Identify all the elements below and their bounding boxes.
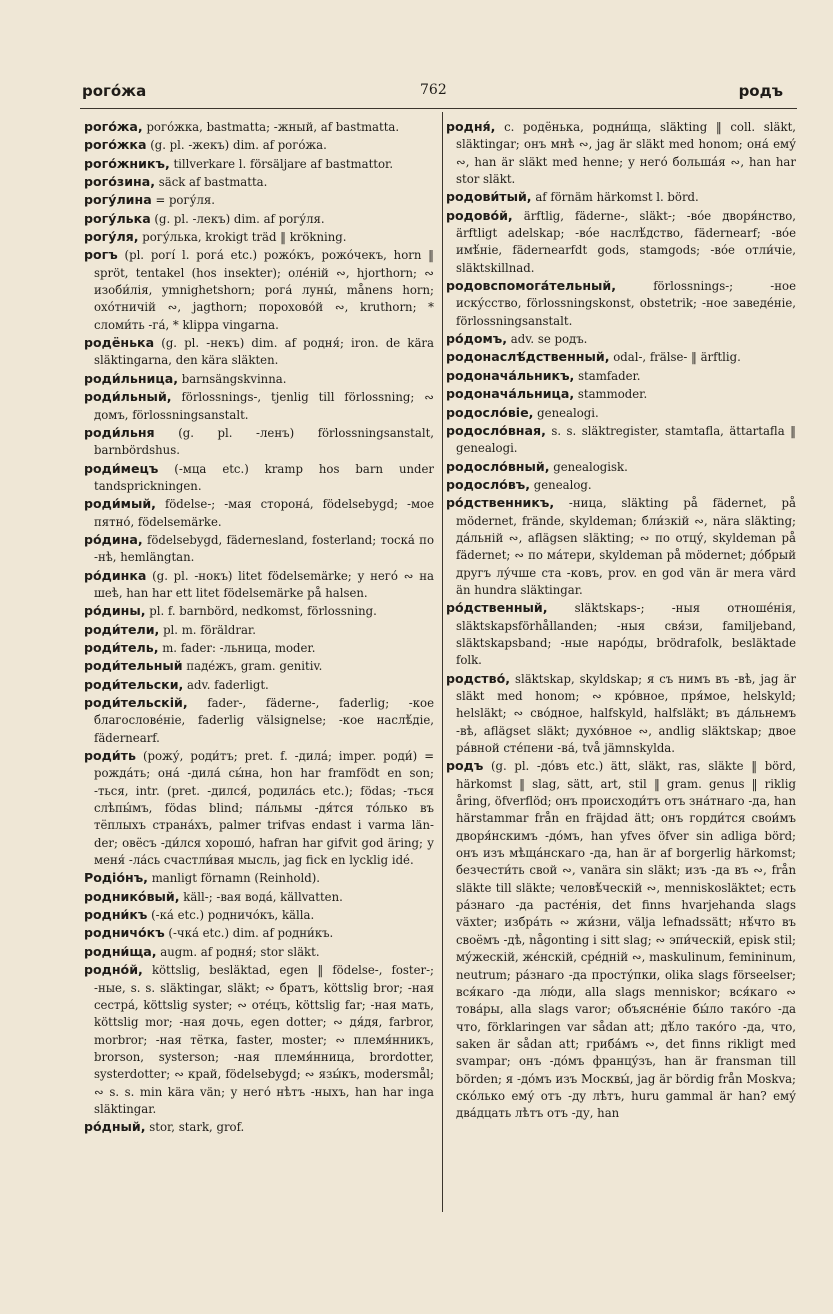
entry-definition: augm. af родня́; stor släkt. xyxy=(160,944,320,959)
entry-headword: родосло́вный, xyxy=(446,458,550,474)
dictionary-entry xyxy=(84,136,434,154)
left-running-headword: рого́жа xyxy=(82,82,147,100)
dictionary-entry xyxy=(446,599,796,669)
entry-definition: (g. pl. -жекъ) dim. af рого́жа. xyxy=(150,138,327,153)
dictionary-entry xyxy=(84,961,434,1118)
entry-headword: ро́дины, xyxy=(84,603,146,619)
entry-headword: роди́мый, xyxy=(84,496,156,512)
entry-headword: родови́тый, xyxy=(446,189,532,205)
dictionary-entry xyxy=(446,348,796,366)
entry-definition: ärftlig, fäderne-, släkt-; -во́е дворя́нство, ärftligt adelskap; -во́е наслѣ́дство, fädernearf; -во́е имѣ́ніе, fädernearfdt gods, stamgods; -во́е отли́чіе, släktskillnad. xyxy=(456,208,796,275)
entry-headword: роди́тельный xyxy=(84,658,183,674)
entry-definition: (g. pl. -до́въ etc.) ätt, släkt, ras, släkte ‖ börd, härkomst ‖ slag, sätt, art, stil ‖ gram. genus ‖ riklig åring, öfverflöd; онъ происходи́тъ отъ зна́тнаго -да, han härstammar från en fräjdad ätt; онъ горди́тся свои́мъ дворя́нскимъ -до́мъ, han yfves öfver sin adliga börd; онъ изъ мѣща́нскаго -да, han är af borgerlig härkomst; безчести́ть свой ∾, vanära sin släkt; изъ -да въ ∾, från släkte till släkte; человѣ́ческій ∾, menniskosläktet; есть ра́знаго -да расте́нія, det finns hvarjehanda slags växter; избра́ть ∾ жи́зни, välja lefnadssätt; нѣ́что въ своёмъ -дѣ, någonting i sitt slag; ∾ эпи́ческій, episk stil; му́жескій, же́нскій, сре́дній ∾, maskulinum, femininum, neutrum; ра́знаго -да просту́пки, olika slags förseelser; вся́каго -да лю́ди, alla slags menniskor; вся́каго ∾ това́ры, alla slags varor; объясне́ніе бы́ло тако́го -да что, förklaringen var sådan att; дѣ́ло тако́го -да, что, saken är sådan att; гриба́мъ ∾, det finns rikligt med svampar; онъ -до́мъ францу́зъ, han är fransman till börden; я -до́мъ изъ Москвы́, jag är bördig från Moskva; ско́лько ему́ отъ -ду лѣтъ, huru gammal är han? ему́ два́дцать лѣтъ отъ -ду, han xyxy=(456,759,796,1121)
dictionary-entry xyxy=(84,1118,434,1136)
dictionary-entry xyxy=(84,621,434,639)
entry-headword: роди́тельскій, xyxy=(84,695,188,710)
dictionary-entry xyxy=(446,757,796,1122)
dictionary-entry xyxy=(84,888,434,906)
entry-definition: c. родёнька, родни́ща, släkting ‖ coll. släkt, släktingar; онъ мнѣ ∾, jag är släkt med honom; она́ ему́ ∾, han är släkt med henne; у него́ больша́я ∾, han har stor släkt. xyxy=(456,120,796,187)
dictionary-entry xyxy=(446,330,796,348)
entry-definition: odal-, frälse- ‖ ärftlig. xyxy=(613,350,741,365)
entry-definition: = рогу́ля. xyxy=(155,193,215,208)
dictionary-entry xyxy=(84,639,434,657)
dictionary-entry xyxy=(446,118,796,188)
entry-definition: (рожу́, роди́тъ; pret. f. -дила́; imper. роди́) = рожда́ть; она́ -дила́ сы́на, hon har framfödt en son; -ться, intr. (pret. -дился́, родила́сь etc.); födas; -ться слѣпы́мъ, födas blind; па́льмы -дя́тся то́лько въ тёплыхъ страна́хъ, palmer trifvas endast i varma länder; овёсъ -ди́лся хорошо́, hafran har gifvit god äring; у меня́ -ла́сь счастли́вая мысль, jag fick en lycklig idé. xyxy=(94,749,435,868)
entry-headword: роди́мецъ xyxy=(84,460,159,476)
entry-definition: (g. pl. -нокъ) litet födelsemärke; у него́ ∾ на шеѣ, han har ett litet födelsemärke på halsen. xyxy=(94,568,434,600)
dictionary-entry xyxy=(84,334,434,370)
entry-headword: ро́дина, xyxy=(84,531,143,547)
right-running-headword: родъ xyxy=(738,82,783,100)
dictionary-entry xyxy=(446,458,796,476)
entry-definition: m. fader: -льница, moder. xyxy=(162,640,316,655)
dictionary-entry xyxy=(446,367,796,385)
entry-definition: stor, stark, grof. xyxy=(149,1120,245,1135)
entry-definition: födelsebygd, fädernesland, fosterland; тоска́ по -нѣ, hemlängtan. xyxy=(94,532,435,565)
entry-headword: родёнька xyxy=(84,335,155,351)
entry-definition: (-ка́ etc.) родничо́къ, källa. xyxy=(151,908,315,923)
dictionary-entry xyxy=(84,460,434,496)
entry-definition: af förnäm härkomst l. börd. xyxy=(535,190,699,205)
dictionary-entry xyxy=(84,531,434,567)
entry-definition: barnsängskvinna. xyxy=(181,371,287,386)
dictionary-entry xyxy=(84,173,434,191)
dictionary-entry xyxy=(446,207,796,277)
entry-headword: рого́жа, xyxy=(84,119,143,134)
entry-headword: роди́тельски, xyxy=(84,676,184,692)
entry-definition: (g. pl. -ленъ) förlossningsanstalt, barnbördshus. xyxy=(94,425,434,458)
column-divider xyxy=(442,112,443,1212)
entry-headword: родово́й, xyxy=(446,207,513,223)
entry-headword: родовспомога́тельный, xyxy=(446,278,617,294)
dictionary-entry xyxy=(84,424,434,460)
entry-definition: tillverkare l. försäljare af bastmattor. xyxy=(173,156,394,171)
entry-headword: ро́дный, xyxy=(84,1119,146,1135)
entry-definition: pl. f. barnbörd, nedkomst, förlossning. xyxy=(149,604,377,619)
dictionary-entry xyxy=(84,191,434,209)
entry-headword: ро́дственный, xyxy=(446,600,548,616)
dictionary-entry xyxy=(84,118,434,136)
entry-headword: роди́тель, xyxy=(84,639,159,655)
dictionary-entry xyxy=(84,388,434,424)
entry-headword: родонаслѣ́дственный, xyxy=(446,349,610,365)
entry-headword: рого́жникъ, xyxy=(84,155,170,171)
entry-headword: родонача́льникъ, xyxy=(446,367,575,383)
entry-definition: släktskaps-; -ныя отноше́нія, släktskapsförhållanden; -ныя свя́зи, familjeband, släktskapsband; -ные наро́ды, brödrafolk, besläktade folk. xyxy=(456,601,797,668)
dictionary-entry xyxy=(84,228,434,246)
entry-headword: родни́къ xyxy=(84,907,148,923)
entry-definition: (-мца etc.) kramp hos barn under tandsprickningen. xyxy=(94,461,434,493)
dictionary-entry xyxy=(446,385,796,403)
dictionary-entry xyxy=(84,906,434,924)
entry-definition: stamfader. xyxy=(578,368,641,383)
dictionary-entry xyxy=(446,476,796,494)
entry-definition: stammoder. xyxy=(577,387,648,402)
entry-definition: manligt förnamn (Reinhold). xyxy=(151,871,321,886)
entry-definition: förlossnings-, tjenlig till förlossning; ∾ домъ, förlossningsanstalt. xyxy=(94,390,435,422)
entry-definition: (g. pl. -лекъ) dim. af рогу́ля. xyxy=(154,211,325,226)
entry-definition: -ница, släkting på fädernet, på mödernet, frände, skyldeman; бли́зкій ∾, nära släkting; да́льній ∾, aflägsen släkting; ∾ по отцу́, skyldeman på fädernet; ∾ по ма́тери, skyldeman på mödernet; до́брый другъ лу́чше ста -ковъ, prov. en god vän är mera värd än hundra släktingar. xyxy=(456,496,796,597)
dictionary-entry xyxy=(84,694,434,747)
entry-headword: родни́ща, xyxy=(84,943,157,959)
entry-headword: родъ xyxy=(446,758,484,774)
entry-headword: родникóвый, xyxy=(84,888,180,904)
entry-definition: käll-; -вая вода́, källvatten. xyxy=(183,889,343,904)
entry-headword: родство́, xyxy=(446,670,511,686)
dictionary-entry xyxy=(84,676,434,694)
dictionary-entry xyxy=(446,188,796,206)
right-column xyxy=(446,118,796,1123)
entry-definition: födelse-; -мая сторона́, födelsebygd; -мое пятно́, födelsemärke. xyxy=(94,497,434,529)
entry-headword: роди́льня xyxy=(84,424,155,440)
entry-headword: рогу́лина xyxy=(84,192,152,208)
dictionary-entry xyxy=(84,246,434,334)
dictionary-entry xyxy=(84,657,434,675)
entry-definition: (-чка́ etc.) dim. af родни́къ. xyxy=(168,926,334,941)
entry-headword: рого́жка xyxy=(84,137,147,153)
dictionary-entry xyxy=(84,943,434,961)
entry-definition: fader-, fäderne-, faderlig; -кое благослове́ніе, faderlig välsignelse; -кое наслѣ́діе, fädernearf. xyxy=(94,696,435,745)
entry-definition: köttslig, besläktad, egen ‖ födelse-, foster-; -ные, s. s. släktingar, släkt; ∾ братъ, köttslig bror; -ная сестра́, köttslig syster; ∾ оте́цъ, köttslig far; -ная мать, köttslig mor; -ная дочь, egen dotter; ∾ дя́дя, farbror, morbror; -ная тётка, faster, moster; ∾ племя́нникъ, brorson, systerson; -ная племя́нница, brordotter, systerdotter; ∾ край, födelsebygd; ∾ язы́къ, modersmål; ∾ s. s. min kära vän; у него́ нѣтъ -ныхъ, han har inga släktingar. xyxy=(94,963,434,1116)
entry-headword: родонача́льница, xyxy=(446,386,575,402)
entry-definition: genealog. xyxy=(533,477,592,492)
dictionary-entry xyxy=(84,567,434,603)
entry-definition: genealogi. xyxy=(537,405,599,420)
entry-definition: säck af bastmatta. xyxy=(158,175,268,190)
entry-definition: s. s. släktregister, stamtafla, ättartafla ‖ genealogi. xyxy=(456,423,796,456)
dictionary-entry xyxy=(84,869,434,887)
left-column xyxy=(84,118,434,1137)
entry-headword: родосло́віе, xyxy=(446,404,534,420)
entry-definition: adv. faderligt. xyxy=(187,677,269,692)
entry-definition: рого́жка, bastmatta; -жный, af bastmatta. xyxy=(146,120,400,134)
dictionary-entry xyxy=(446,494,796,599)
dictionary-entry xyxy=(84,370,434,388)
entry-headword: родосло́вная, xyxy=(446,422,546,438)
entry-definition: рогу́лька, krokigt träd ‖ krökning. xyxy=(142,230,347,245)
dictionary-entry xyxy=(84,602,434,620)
dictionary-entry xyxy=(84,210,434,228)
entry-definition: förlossnings-; -ное иску́сство, förlossningskonst, obstetrik; -ное заведе́ніе, förlossningsanstalt. xyxy=(456,279,796,328)
entry-definition: паде́жъ, gram. genitiv. xyxy=(186,659,323,674)
dictionary-entry xyxy=(446,404,796,422)
entry-headword: родосло́въ, xyxy=(446,476,531,492)
dictionary-entry xyxy=(446,670,796,758)
dictionary-entry xyxy=(84,155,434,173)
entry-headword: рогъ xyxy=(84,247,118,263)
entry-headword: ро́дственникъ, xyxy=(446,495,555,511)
entry-definition: (g. pl. -некъ) dim. af родня́; iron. de kära släktingarna, den kära släkten. xyxy=(94,336,434,368)
entry-headword: рогу́ля, xyxy=(84,229,139,245)
dictionary-entry xyxy=(84,747,434,869)
entry-headword: ро́динка xyxy=(84,567,147,583)
entry-headword: рогу́лька xyxy=(84,210,151,226)
entry-headword: ро́домъ, xyxy=(446,331,508,347)
entry-definition: pl. m. föräldrar. xyxy=(163,622,256,637)
entry-definition: adv. se родъ. xyxy=(510,332,588,347)
dictionary-entry xyxy=(446,422,796,458)
entry-headword: родничо́къ xyxy=(84,925,165,941)
header-rule xyxy=(80,108,797,109)
page-number: 762 xyxy=(420,82,447,98)
dictionary-entry xyxy=(446,277,796,330)
dictionary-entry xyxy=(84,495,434,531)
entry-definition: (pl. рогі́ l. рога́ etc.) рожо́къ, рожо́чекъ, horn ‖ spröt, tentakel (hos insekter); оле́ній ∾, hjorthorn; ∾ изоби́лія, ymnighetshorn; рога́ луны́, månens horn; охо́тничій ∾, jagthorn; порохово́й ∾, kruthorn; * сломи́ть -га́, * klippa vingarna. xyxy=(94,248,435,332)
entry-headword: роди́тели, xyxy=(84,621,160,637)
entry-definition: släktskap, skyldskap; я съ нимъ въ -вѣ, jag är släkt med honom; ∾ кро́вное, пря́мое, helskyld; helsläkt; ∾ сво́дное, halfskyld, halfsläkt; въ да́льнемъ -вѣ, aflägset släkt; духо́вное ∾, andlig släktskap; двое ра́вной сте́пени -ва́, två jämnskylda. xyxy=(456,671,797,756)
entry-headword: рого́зина, xyxy=(84,174,156,190)
dictionary-entry xyxy=(84,924,434,942)
entry-headword: роди́льница, xyxy=(84,370,178,386)
entry-headword: Родіо́нъ, xyxy=(84,870,148,886)
entry-headword: родно́й, xyxy=(84,962,143,978)
entry-headword: роди́льный, xyxy=(84,389,172,405)
entry-headword: роди́ть xyxy=(84,748,136,764)
entry-headword: родня́, xyxy=(446,119,496,134)
entry-definition: genealogisk. xyxy=(553,459,628,474)
